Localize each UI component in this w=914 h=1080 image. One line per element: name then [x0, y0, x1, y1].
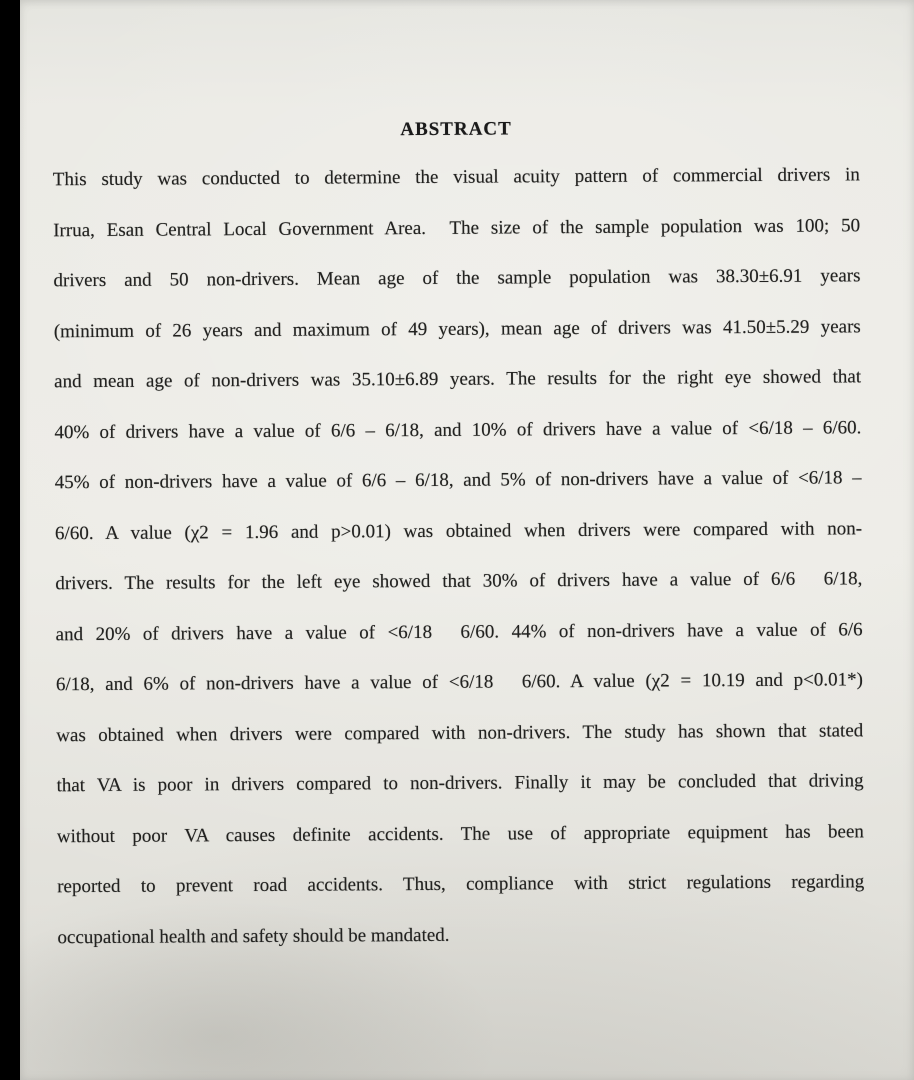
abstract-line: was obtained when drivers were compared with non-drivers. The study has shown that stated: [56, 719, 864, 746]
abstract-content: [17, 0, 914, 963]
paper: [20, 0, 914, 1080]
abstract-line: that VA is poor in drivers compared to non-drivers. Finally it may be concluded that driving: [56, 770, 864, 797]
abstract-line: 6/18, and 6% of non-drivers have a value of <6/18 6/60. A value (χ2 = 10.19 and p<0.01*): [55, 669, 863, 696]
abstract-line: Irrua, Esan Central Local Government Area. The size of the sample population was 100; 50: [53, 214, 861, 241]
abstract-line: drivers and 50 non-drivers. Mean age of the sample population was 38.30±6.91 years: [53, 265, 861, 292]
abstract-title: ABSTRACT: [400, 118, 512, 141]
abstract-line: and 20% of drivers have a value of <6/18 6/60. 44% of non-drivers have a value of 6/6: [55, 618, 863, 645]
abstract-line: 45% of non-drivers have a value of 6/6 – 6/18, and 5% of non-drivers have a value of <6/18 –: [54, 467, 862, 494]
abstract-line: drivers. The results for the left eye showed that 30% of drivers have a value of 6/6 6/18,: [55, 568, 863, 595]
abstract-line: (minimum of 26 years and maximum of 49 years), mean age of drivers was 41.50±5.29 years: [53, 315, 861, 342]
abstract-line: This study was conducted to determine the visual acuity pattern of commercial drivers in: [52, 164, 860, 191]
abstract-line: 6/60. A value (χ2 = 1.96 and p>0.01) was obtained when drivers were compared with non-: [54, 517, 863, 544]
abstract-line: reported to prevent road accidents. Thus, compliance with strict regulations regarding: [57, 871, 865, 898]
abstract-line: without poor VA causes definite accidents. The use of appropriate equipment has been: [56, 820, 864, 847]
abstract-line: 40% of drivers have a value of 6/6 – 6/18, and 10% of drivers have a value of <6/18 – 6/60.: [54, 416, 862, 443]
abstract-body: [53, 150, 865, 963]
abstract-line: occupational health and safety should be mandated.: [57, 924, 450, 948]
abstract-line: and mean age of non-drivers was 35.10±6.89 years. The results for the right eye showed that: [54, 366, 862, 393]
